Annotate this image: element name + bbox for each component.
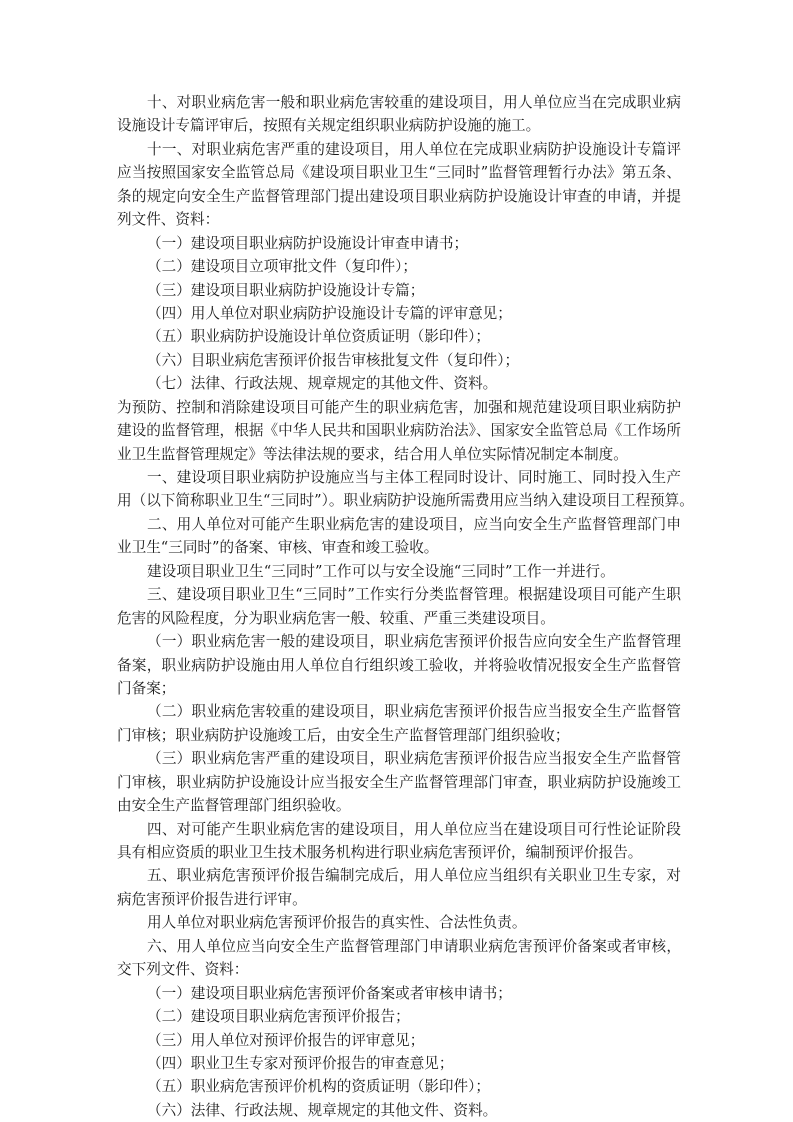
text-line: （三）职业病危害严重的建设项目，职业病危害预评价报告应当报安全生产监督管: [147, 750, 681, 768]
paragraph: [117, 1029, 681, 1052]
text-line: 六、用人单位应当向安全生产监督管理部门申请职业病危害预评价备案或者审核，: [147, 937, 681, 955]
paragraph: [117, 91, 681, 138]
text-line: 门备案；: [117, 679, 176, 697]
text-line: 为预防、控制和消除建设项目可能产生的职业病危害，加强和规范建设项目职业病防护: [117, 398, 681, 416]
text-line: 业卫生“三同时”的备案、审核、审查和竣工验收。: [117, 539, 439, 557]
text-line: 五、职业病危害预评价报告编制完成后，用人单位应当组织有关职业卫生专家，对: [147, 867, 681, 885]
paragraph: [117, 349, 681, 372]
text-line: （一）职业病危害一般的建设项目，职业病危害预评价报告应向安全生产监督管理: [147, 633, 681, 651]
text-line: 三、建设项目职业卫生“三同时”工作实行分类监督管理。根据建设项目可能产生职: [147, 586, 681, 604]
paragraph: [117, 935, 681, 982]
text-line: 一、建设项目职业病防护设施应当与主体工程同时设计、同时施工、同时投入生产: [147, 469, 681, 486]
paragraph: [117, 255, 681, 278]
paragraph: [117, 864, 681, 911]
text-line: 病危害预评价报告进行评审。: [117, 890, 307, 908]
text-line: 十一、对职业病危害严重的建设项目，用人单位在完成职业病防护设施设计专篇评: [147, 140, 681, 158]
text-line: 四、对可能产生职业病危害的建设项目，用人单位应当在建设项目可行性论证阶段: [147, 820, 681, 838]
text-line: （五）职业病防护设施设计单位资质证明（影印件）；: [147, 328, 490, 346]
text-line: 用人单位对职业病危害预评价报告的真实性、合法性负责。: [147, 914, 527, 932]
text-line: 二、用人单位对可能产生职业病危害的建设项目，应当向安全生产监督管理部门申: [147, 515, 681, 533]
text-line: （一）建设项目职业病危害预评价备案或者审核申请书；: [147, 984, 512, 1002]
paragraph: [117, 1099, 681, 1122]
text-line: 危害的风险程度，分为职业病危害一般、较重、严重三类建设项目。: [117, 609, 555, 627]
text-line: （二）建设项目职业病危害预评价报告；: [147, 1008, 410, 1026]
text-line: 交下列文件、资料：: [117, 961, 249, 979]
paragraph: [117, 279, 681, 302]
text-line: （四）职业卫生专家对预评价报告的审查意见；: [147, 1054, 454, 1072]
text-line: （五）职业病危害预评价机构的资质证明（影印件）；: [147, 1078, 490, 1096]
text-line: （六）法律、行政法规、规章规定的其他文件、资料。: [147, 1101, 498, 1119]
paragraph: [117, 325, 681, 348]
text-line: 门审核，职业病防护设施设计应当报安全生产监督管理部门审查，职业病防护设施竣工: [117, 773, 681, 791]
text-line: 业卫生监督管理规定》等法律法规的要求，结合用人单位实际情况制定本制度。: [117, 445, 628, 463]
document-body: [117, 91, 694, 1122]
paragraph: [117, 630, 681, 700]
paragraph: [117, 982, 681, 1005]
text-line: （七）法律、行政法规、规章规定的其他文件、资料。: [147, 375, 498, 393]
text-line: 建设项目职业卫生“三同时”工作可以与安全设施“三同时”工作一并进行。: [147, 562, 615, 580]
paragraph: [117, 138, 681, 232]
text-line: （三）建设项目职业病防护设施设计专篇；: [147, 281, 425, 299]
paragraph: [117, 396, 681, 466]
paragraph: [117, 747, 681, 817]
text-line: （三）用人单位对预评价报告的评审意见；: [147, 1031, 425, 1049]
text-line: 列文件、资料：: [117, 211, 220, 229]
text-line: （一）建设项目职业病防护设施设计审查申请书；: [147, 234, 469, 252]
paragraph: [117, 1075, 681, 1098]
text-line: 备案，职业病防护设施由用人单位自行组织竣工验收，并将验收情况报安全生产监督管: [117, 656, 681, 674]
text-line: 设施设计专篇评审后，按照有关规定组织职业病防护设施的施工。: [117, 117, 541, 135]
paragraph: [117, 818, 681, 865]
text-line: 门审核；职业病防护设施竣工后，由安全生产监督管理部门组织验收；: [117, 726, 570, 744]
paragraph: [117, 302, 681, 325]
text-line: 应当按照国家安全监管总局《建设项目职业卫生“三同时”监督管理暂行办法》第五条、: [117, 164, 681, 182]
text-line: （六）目职业病危害预评价报告审核批复文件（复印件）；: [147, 351, 520, 369]
paragraph: [117, 911, 681, 934]
text-line: 十、对职业病危害一般和职业病危害较重的建设项目，用人单位应当在完成职业病: [147, 94, 681, 111]
paragraph: [117, 1005, 681, 1028]
text-line: 条的规定向安全生产监督管理部门提出建设项目职业病防护设施设计审查的申请，并提: [117, 187, 681, 205]
text-line: （二）建设项目立项审批文件（复印件）；: [147, 258, 417, 276]
paragraph: [117, 1052, 681, 1075]
text-line: 建设的监督管理，根据《中华人民共和国职业病防治法》、国家安全监管总局《工作场所: [117, 422, 681, 440]
text-line: （二）职业病危害较重的建设项目，职业病危害预评价报告应当报安全生产监督管: [147, 703, 681, 721]
paragraph: [117, 372, 681, 395]
paragraph: [117, 700, 681, 747]
paragraph: [117, 466, 694, 513]
text-line: 用（以下简称职业卫生“三同时”）。职业病防护设施所需费用应当纳入建设项目工程预算。: [117, 492, 694, 510]
text-line: 由安全生产监督管理部门组织验收。: [117, 797, 351, 815]
text-line: 具有相应资质的职业卫生技术服务机构进行职业病危害预评价，编制预评价报告。: [117, 844, 643, 861]
paragraph: [117, 513, 681, 560]
paragraph: [117, 583, 681, 630]
paragraph: [117, 232, 681, 255]
text-line: （四）用人单位对职业病防护设施设计专篇的评审意见；: [147, 304, 512, 322]
paragraph: [117, 560, 681, 583]
